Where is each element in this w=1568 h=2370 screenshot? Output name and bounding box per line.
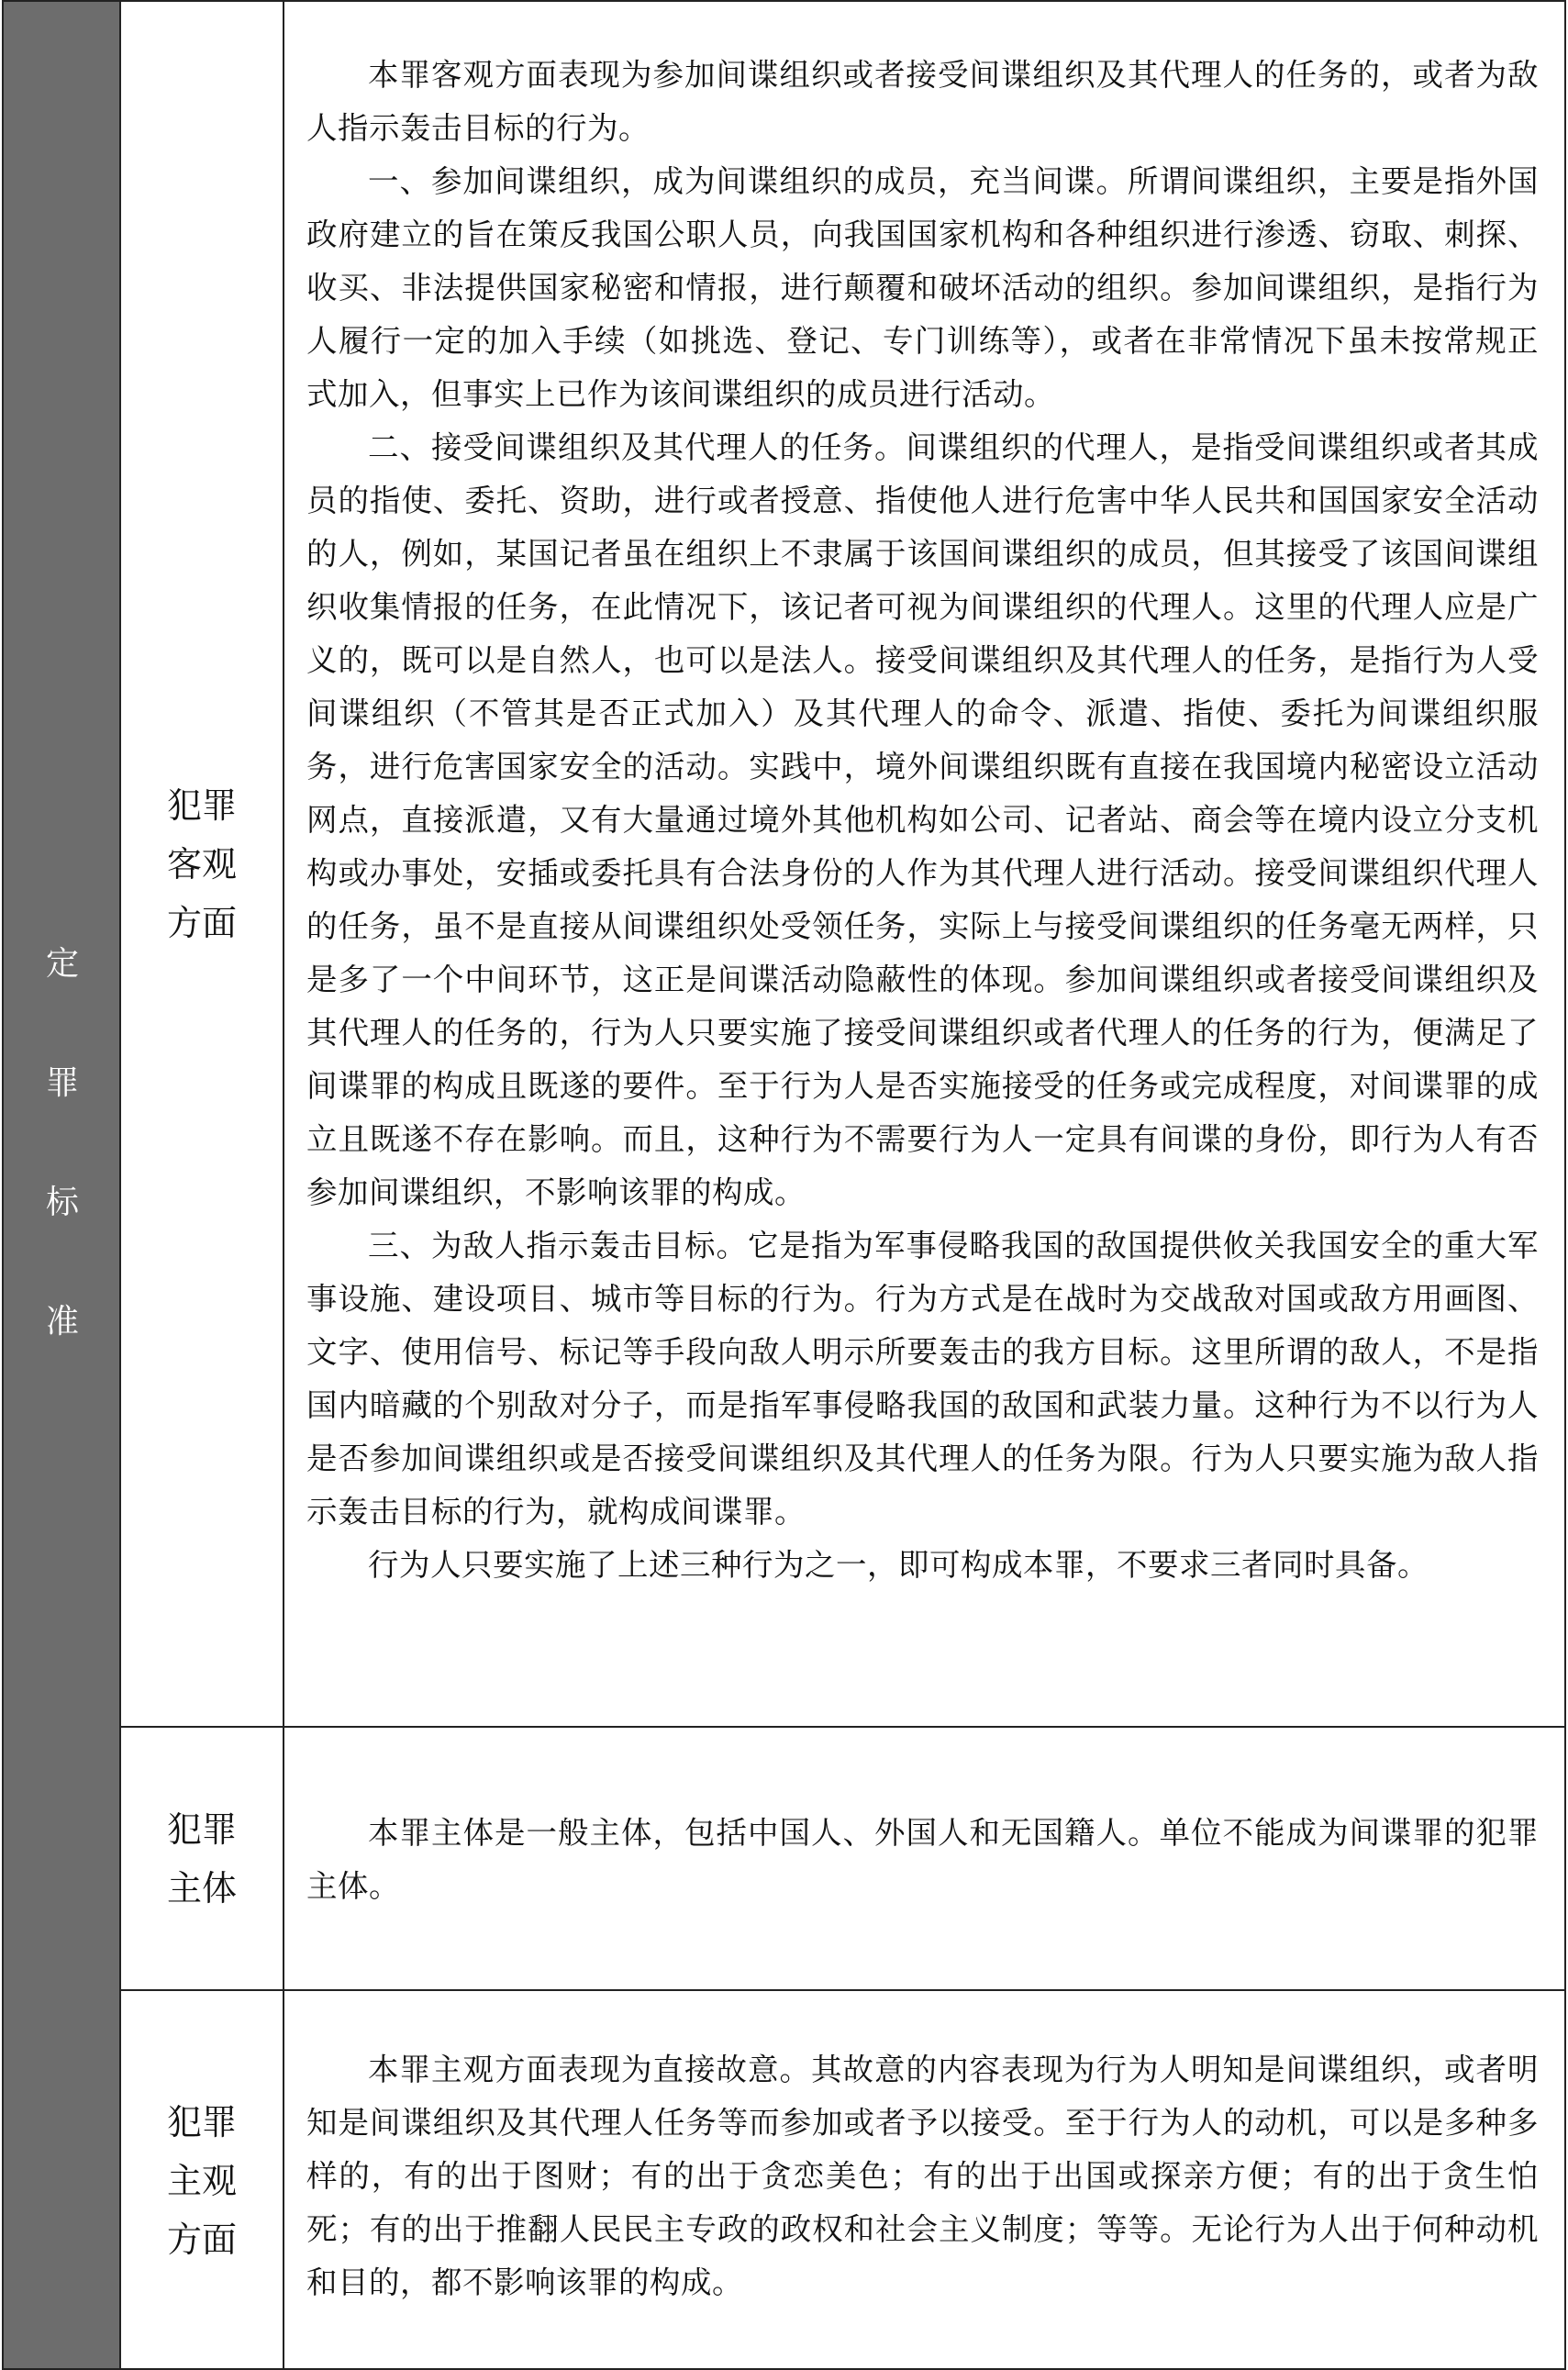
category-cell: [121, 1728, 284, 1989]
category-line: 犯罪: [166, 784, 237, 826]
paragraph: 一、参加间谍组织，成为间谍组织的成员，充当间谍。所谓间谍组织，主要是指外国政府建立的旨在策反我国公职人员，向我国国家机构和各种组织进行渗透、窃取、刺探、收买、非法提供国家秘密和情报，进行颠覆和破坏活动的组织。参加间谍组织，是指行为人履行一定的加入手续（如挑选、登记、专门训练等），或者在非常情况下虽未按常规正式加入，但事实上已作为该间谍组织的成员进行活动。: [306, 163, 1539, 412]
sidebar-criteria: [4, 2, 121, 2368]
category-line: 主观: [166, 2160, 237, 2201]
sidebar-char: 标: [45, 1184, 79, 1221]
content-cell: [284, 1991, 1564, 2370]
category-label: [156, 1800, 248, 1918]
paragraph: 二、接受间谍组织及其代理人的任务。间谍组织的代理人，是指受间谍组织或者其成员的指使、委托、资助，进行或者授意、指使他人进行危害中华人民共和国国家安全活动的人，例如，某国记者虽在组织上不隶属于该国间谍组织的成员，但其接受了该国间谍组织收集情报的任务，在此情况下，该记者可视为间谍组织的代理人。这里的代理人应是广义的，既可以是自然人，也可以是法人。接受间谍组织及其代理人的任务，是指行为人受间谍组织（不管其是否正式加入）及其代理人的命令、派遣、指使、委托为间谍组织服务，进行危害国家安全的活动。实践中，境外间谍组织既有直接在我国境内秘密设立活动网点，直接派遣，又有大量通过境外其他机构如公司、记者站、商会等在境内设立分支机构或办事处，安插或委托具有合法身份的人作为其代理人进行活动。接受间谍组织代理人的任务，虽不是直接从间谍组织处受领任务，实际上与接受间谍组织的任务毫无两样，只是多了一个中间环节，这正是间谍活动隐蔽性的体现。参加间谍组织或者接受间谍组织及其代理人的任务的，行为人只要实施了接受间谍组织或者代理人的任务的行为，便满足了间谍罪的构成且既遂的要件。至于行为人是否实施接受的任务或完成程度，对间谍罪的成立且既遂不存在影响。而且，这种行为不需要行为人一定具有间谍的身份，即行为人有否参加间谍组织，不影响该罪的构成。: [306, 429, 1539, 1210]
category-line: 方面: [166, 902, 237, 943]
category-line: 客观: [166, 843, 237, 885]
content-cell: [284, 1728, 1564, 1989]
section-objective: [121, 2, 1564, 1726]
criteria-table: [2, 0, 1566, 2370]
category-line: 方面: [166, 2219, 237, 2260]
paragraph: 本罪主体是一般主体，包括中国人、外国人和无国籍人。单位不能成为间谍罪的犯罪主体。: [306, 1815, 1539, 1904]
section-subjective: [121, 1989, 1564, 2370]
sidebar-char: 准: [45, 1303, 79, 1341]
paragraph: 本罪主观方面表现为直接故意。其故意的内容表现为行为人明知是间谍组织，或者明知是间谍组织及其代理人任务等而参加或者予以接受。至于行为人的动机，可以是多种多样的，有的出于图财；有的出于贪恋美色；有的出于出国或探亲方便；有的出于贪生怕死；有的出于推翻人民民主专政的政权和社会主义制度；等等。无论行为人出于何种动机和目的，都不影响该罪的构成。: [306, 2052, 1539, 2300]
category-cell: [121, 2, 284, 1726]
category-label: [156, 2093, 248, 2269]
category-line: 犯罪: [166, 1808, 237, 1850]
paragraph: 本罪客观方面表现为参加间谍组织或者接受间谍组织及其代理人的任务的，或者为敌人指示轰击目标的行为。: [306, 57, 1539, 146]
section-subject: [121, 1726, 1564, 1989]
paragraph: 三、为敌人指示轰击目标。它是指为军事侵略我国的敌国提供攸关我国安全的重大军事设施、建设项目、城市等目标的行为。行为方式是在战时为交战敌对国或敌方用画图、文字、使用信号、标记等手段向敌人明示所要轰击的我方目标。这里所谓的敌人，不是指国内暗藏的个别敌对分子，而是指军事侵略我国的敌国和武装力量。这种行为不以行为人是否参加间谍组织或是否接受间谍组织及其代理人的任务为限。行为人只要实施为敌人指示轰击目标的行为，就构成间谍罪。: [306, 1228, 1539, 1530]
category-label: [156, 776, 248, 952]
sidebar-char: 定: [45, 945, 79, 983]
sidebar-char: 罪: [45, 1064, 79, 1102]
category-line: 主体: [166, 1867, 237, 1908]
category-line: 犯罪: [166, 2101, 237, 2142]
content-cell: [284, 2, 1564, 1726]
paragraph: 行为人只要实施了上述三种行为之一，即可构成本罪，不要求三者同时具备。: [368, 1547, 1429, 1583]
category-cell: [121, 1991, 284, 2370]
